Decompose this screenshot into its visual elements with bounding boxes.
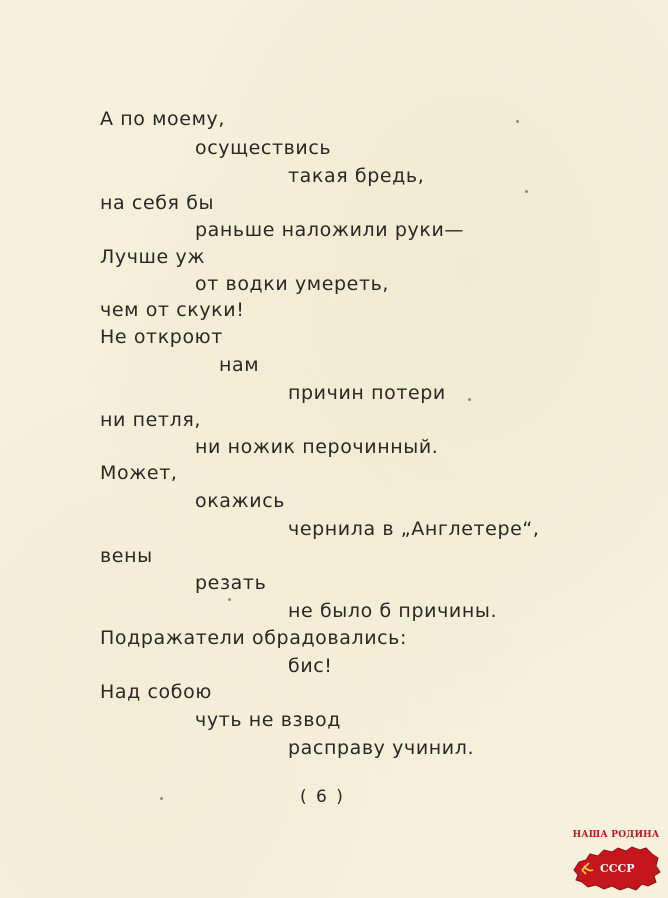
poem-line: окажись <box>195 490 286 512</box>
poem-line: Над собою <box>100 681 212 703</box>
poem-line: чуть не взвод <box>195 709 341 731</box>
poem-line: чем от скуки! <box>100 299 245 321</box>
poem-line: причин потери <box>288 382 446 404</box>
poem-line: раньше наложили руки— <box>195 219 464 241</box>
poem-line: А по моему, <box>100 108 225 130</box>
watermark-text: СССР <box>600 862 635 875</box>
watermark-logo <box>570 828 662 894</box>
poem-line: вены <box>100 545 153 567</box>
poem-line: ни петля, <box>100 409 202 431</box>
watermark-caption: НАША РОДИНА <box>572 830 660 840</box>
print-speck <box>468 398 471 401</box>
poem-line: Лучше уж <box>100 246 206 268</box>
poem-line: Может, <box>100 462 178 484</box>
poem-line: чернила в „Англетере“, <box>288 518 540 540</box>
poem-line: бис! <box>288 655 333 677</box>
poem-line: на себя бы <box>100 192 215 214</box>
poem-line: резать <box>195 572 267 594</box>
poem-line: осуществись <box>195 137 332 159</box>
poem-line: Подражатели обрадовались: <box>100 627 407 649</box>
page-number: ( 6 ) <box>300 787 345 807</box>
poem-line: расправу учинил. <box>288 737 475 759</box>
poem-line: не было б причины. <box>288 600 498 622</box>
poem-line: от водки умереть, <box>195 273 390 295</box>
poem-line: Не откроют <box>100 326 223 348</box>
print-speck <box>160 797 163 800</box>
poem-line: ни ножик перочинный. <box>195 436 439 458</box>
print-speck <box>516 120 519 123</box>
print-speck <box>228 598 231 601</box>
poem-line: нам <box>219 354 260 376</box>
poem-line: такая бредь, <box>288 165 425 187</box>
print-speck <box>525 190 528 193</box>
